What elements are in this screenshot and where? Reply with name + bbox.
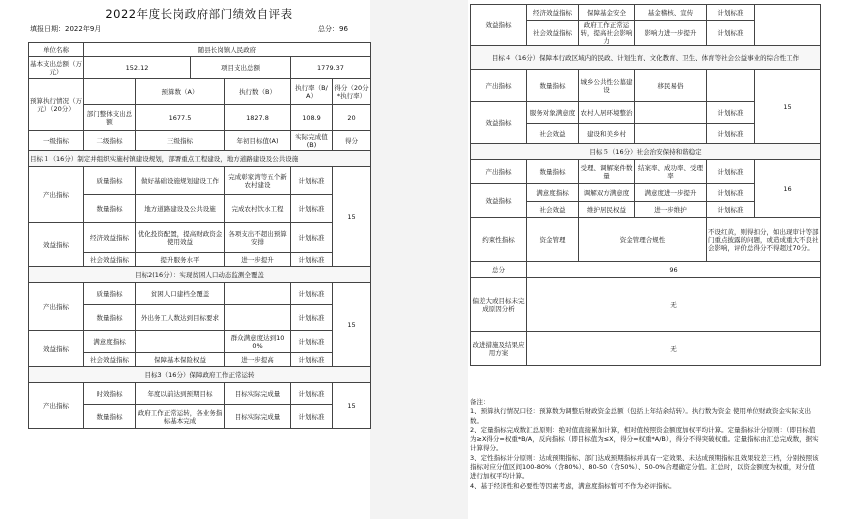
fill-date: 填报日期：2022年9月	[30, 25, 102, 33]
indicator-target: 进一步提高	[225, 353, 291, 367]
indicator-actual: 计划标准	[707, 124, 755, 144]
header-target: 年初目标值(A)	[225, 131, 291, 151]
budget-header-b: 执行数（B）	[225, 79, 291, 105]
indicator-l3: 保障基本保险权益	[136, 353, 225, 367]
goal-3-title: 目标3（16分）保障政府工作正常运转	[29, 367, 371, 383]
indicator-l2: 数量指标	[84, 405, 136, 429]
indicator-l1: 产出指标	[29, 167, 84, 223]
indicator-target: 进一步维护	[635, 202, 707, 218]
indicator-l3: 贫困人口建档全覆盖	[136, 283, 225, 305]
indicator-target: 基金稽核、宣传	[635, 5, 707, 21]
indicator-l2: 社会效益指标	[84, 353, 136, 367]
indicator-actual: 计划标准	[291, 353, 333, 367]
indicator-l3: 优化投资配置，提高财政资金使用效益	[136, 223, 225, 253]
unit-name: 随县长岗镇人民政府	[84, 43, 371, 57]
header-actual: 实际完成值(B)	[291, 131, 333, 151]
indicator-l2: 社会效益	[527, 124, 579, 144]
indicator-l2: 质量指标	[84, 283, 136, 305]
goal-2-title: 目标2(16分）：实现贫困人口动态监测全覆盖	[29, 267, 371, 283]
indicator-actual: 计划标准	[707, 184, 755, 202]
improve-label: 改进措施及结果应用方案	[471, 332, 527, 366]
indicator-target: 完成彰家湾等五个新农村建设	[225, 167, 291, 195]
header-l1: 一级指标	[29, 131, 84, 151]
indicator-target: 目标实际完成量	[225, 383, 291, 405]
indicator-score: 15	[755, 70, 821, 144]
budget-header-rate: 执行率（B/A）	[291, 79, 333, 105]
indicator-actual: 计划标准	[291, 331, 333, 353]
indicator-l3: 农村人居环境整治	[579, 102, 635, 124]
note-item: 1、预算执行情况口径：预算数为调整后财政资金总额（包括上年结余结转）。执行数为资金 使用单位财政资金实际支出数。	[470, 407, 811, 425]
indicator-actual: 计划标准	[707, 102, 755, 124]
header-l3: 三级指标	[136, 131, 225, 151]
indicator-l3: 年度以前达到预期目标	[136, 383, 225, 405]
indicator-score: 16	[755, 160, 821, 218]
indicator-l1: 产出指标	[471, 160, 527, 184]
goal-4-title: 目标４（16分）保障本行政区域内的民政、计划生育、文化教育、卫生、体育等社会公益事业的综合性工作	[471, 46, 821, 70]
indicator-l2: 满意度指标	[84, 331, 136, 353]
indicator-target: 群众满意度达到100%	[225, 331, 291, 353]
deduction-l3: 资金管理合规性	[579, 218, 707, 262]
indicator-target: 进一步提升	[225, 253, 291, 267]
indicator-l2: 质量指标	[84, 167, 136, 195]
note-item: 2、定量指标完成数汇总原则：绝对值直接累加计算，相对值按照资金额度加权平均计算。定量指标计分原则：（即目标值为≥X得分=权重*B/A，反向指标（即目标值为≤X，得分=权重*A/B），得分不得突破权重。定量指标由汇总完成数，据实计算得分。	[470, 425, 819, 453]
header-score: 得分	[333, 131, 371, 151]
indicator-l3: 保障基金安全	[579, 5, 635, 21]
indicator-l1: 效益指标	[471, 102, 527, 144]
page-gap	[370, 0, 468, 519]
indicator-l3: 政府工作正常运转，各业务指标基本完成	[136, 405, 225, 429]
deduction-label: 约束性指标	[471, 218, 527, 262]
indicator-actual: 计划标准	[291, 305, 333, 331]
indicator-score: 15	[333, 167, 371, 267]
indicator-l3: 外出务工人数达到目标要求	[136, 305, 225, 331]
left-page	[28, 0, 370, 519]
indicator-target: 各项支出不超出预算安排	[225, 223, 291, 253]
budget-header-a: 预算数（A）	[136, 79, 225, 105]
indicator-target	[225, 305, 291, 331]
evaluation-table-left	[28, 42, 371, 429]
indicator-actual: 计划标准	[291, 167, 333, 195]
indicator-l2: 满意度指标	[527, 184, 579, 202]
deduction-l2: 资金管理	[527, 218, 579, 262]
indicator-target: 目标实际完成量	[225, 405, 291, 429]
indicator-l2: 社会效益指标	[527, 21, 579, 46]
indicator-l2: 数量指标	[84, 195, 136, 223]
notes-heading: 备注：	[470, 398, 490, 406]
indicator-actual: 计划标准	[707, 5, 755, 21]
unit-label: 单位名称	[29, 43, 84, 57]
indicator-target	[635, 102, 707, 124]
indicator-l2: 服务对象满意度	[527, 102, 579, 124]
basic-value: 152.12	[84, 57, 191, 79]
indicator-score: 15	[333, 283, 371, 367]
note-item: 4、基于经济性和必要性等因素考虑，满意度指标暂可不作为必评指标。	[470, 481, 676, 490]
indicator-l2: 数量指标	[84, 305, 136, 331]
indicator-l3: 提升服务水平	[136, 253, 225, 267]
indicator-target: 影响力进一步提升	[635, 21, 707, 46]
indicator-target: 结案率、成功率、受理率	[635, 160, 707, 184]
deduction-description: 不设红黄，则得扣分，如出现审计等部门重点披露的问题，或造成重大不良社会影响，评价总得分不得超过70分。	[707, 218, 821, 262]
improve-value: 无	[527, 332, 821, 366]
basic-label: 基本支出总额（万元）	[29, 57, 84, 79]
indicator-target	[225, 283, 291, 305]
indicator-l3	[136, 331, 225, 353]
budget-value-a: 1677.5	[136, 105, 225, 131]
budget-header-score: 得分（20分*执行率）	[333, 79, 371, 105]
indicator-l2: 经济效益指标	[84, 223, 136, 253]
indicator-actual: 计划标准	[291, 283, 333, 305]
indicator-target	[635, 124, 707, 144]
indicator-l2: 社会效益指标	[84, 253, 136, 267]
indicator-l3: 城乡公共性公墓建设	[579, 70, 635, 102]
indicator-l2: 经济效益指标	[527, 5, 579, 21]
note-item: 3、定性指标计分原则：达成预期指标、部门达成预期指标并具有一定效果、未达成预期指标且效果较差三档，分别按照该指标对应分值区间100-80%（含80%）、80-50（含50%）、50-0%合理确定分值。汇总时，以资金额度为权重，对分值进行加权平均计算。	[470, 453, 819, 481]
total-label: 总分	[471, 262, 527, 278]
total-score: 总分：96	[318, 25, 348, 33]
indicator-l2: 数量指标	[527, 70, 579, 102]
indicator-l2: 社会效益	[527, 202, 579, 218]
indicator-l1: 效益指标	[29, 223, 84, 267]
indicator-actual: 计划标准	[291, 195, 333, 223]
indicator-l3: 维护居民权益	[579, 202, 635, 218]
indicator-actual: 计划标准	[291, 253, 333, 267]
analysis-value: 无	[527, 278, 821, 332]
document-title: 2022年度长岗政府部门绩效自评表	[105, 7, 293, 21]
indicator-l1: 产出指标	[471, 70, 527, 102]
header-l2: 二级指标	[84, 131, 136, 151]
indicator-target: 移民易俗	[635, 70, 707, 102]
budget-label: 预算执行情况（万元）（20分）	[29, 79, 84, 131]
indicator-l1: 效益指标	[471, 184, 527, 218]
indicator-l3: 建设和美乡村	[579, 124, 635, 144]
budget-value-b: 1827.8	[225, 105, 291, 131]
indicator-l1: 产出指标	[29, 383, 84, 429]
indicator-l3: 政府工作正常运转，提高社会影响力	[580, 21, 633, 45]
indicator-actual: 计划标准	[707, 202, 755, 218]
indicator-actual: 计划标准	[291, 383, 333, 405]
total-value: 96	[527, 262, 821, 278]
indicator-actual	[707, 70, 755, 102]
indicator-l2: 时效指标	[84, 383, 136, 405]
goal-1-title: 目标１（16分）制定并组织实施村镇建设规划，部署重点工程建设，地方道路建设及公共设施	[29, 151, 371, 167]
indicator-actual: 计划标准	[707, 160, 755, 184]
indicator-l1: 效益指标	[471, 5, 527, 46]
project-label: 项目支出总额	[191, 57, 291, 79]
indicator-l2: 数量指标	[527, 160, 579, 184]
evaluation-table-right	[470, 4, 821, 366]
indicator-target: 完成农村饮水工程	[225, 195, 291, 223]
analysis-label: 偏差大或目标未完成原因分析	[471, 278, 527, 332]
indicator-l1: 产出指标	[29, 283, 84, 331]
indicator-l3: 地方道路建设及公共设施	[136, 195, 225, 223]
goal-5-title: 目标５（16分）社会治安保持和谐稳定	[471, 144, 821, 160]
indicator-l3: 做好基础设施规划建设工作	[136, 167, 225, 195]
indicator-l3: 受理、调解案件数量	[579, 160, 635, 184]
dept-total-label: 部门整体支出总额	[84, 105, 136, 131]
project-value: 1779.37	[291, 57, 371, 79]
indicator-score: 15	[333, 383, 371, 429]
right-page	[468, 0, 824, 519]
indicator-actual: 计划标准	[291, 405, 333, 429]
indicator-actual: 计划标准	[291, 223, 333, 253]
indicator-l3: 调解双方满意度	[579, 184, 635, 202]
indicator-l1: 效益指标	[29, 331, 84, 367]
notes-block	[470, 398, 820, 491]
budget-value-rate: 108.9	[291, 105, 333, 131]
indicator-actual: 计划标准	[707, 21, 755, 46]
indicator-target: 满意度进一步提升	[635, 184, 707, 202]
budget-value-score: 20	[333, 105, 371, 131]
